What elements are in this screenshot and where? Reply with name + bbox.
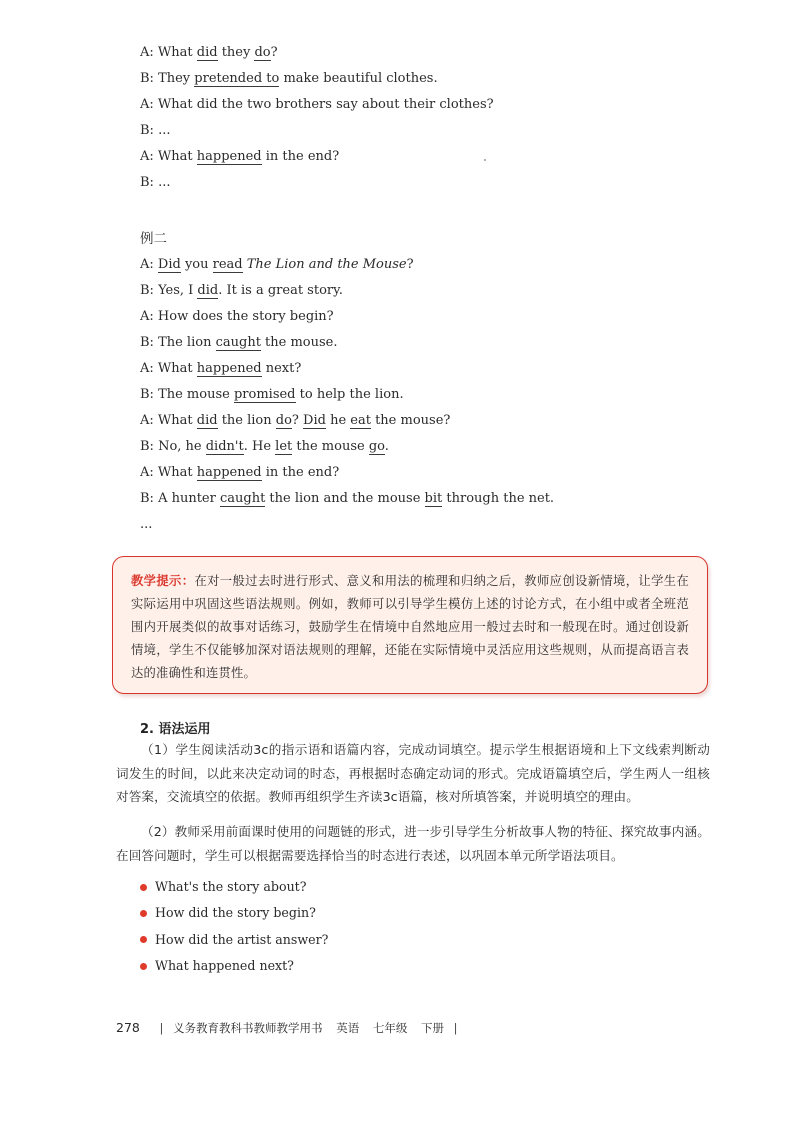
dialogue-line [140, 512, 740, 538]
dialogue-text: The Lion and the Mouse [246, 257, 407, 272]
section-title: 2. 语法运用 [140, 722, 211, 737]
underlined-verb: did [196, 45, 218, 60]
dialogue-text: A: What [140, 413, 197, 428]
underlined-verb: didn't [205, 439, 244, 454]
example-two-lines [140, 252, 740, 538]
dialogue-text: B: The mouse [140, 387, 234, 402]
paragraph-two: （2）教师采用前面课时使用的问题链的形式，进一步引导学生分析故事人物的特征、探究故事内涵。在回答问题时，学生可以根据需要选择恰当的时态进行表述，以巩固本单元所学语法项目。 [116, 824, 710, 863]
dialogue-text: make beautiful clothes. [279, 71, 438, 86]
dialogue-text: B: ... [140, 123, 171, 138]
dialogue-text: B: ... [140, 175, 171, 190]
dialogue-text: B: No, he [140, 439, 206, 454]
dialogue-line [140, 434, 740, 460]
bullet-dot-icon [140, 936, 147, 943]
example-two-dialogue [140, 226, 740, 538]
underlined-verb: pretended to [194, 71, 280, 86]
underlined-verb: did [197, 283, 219, 298]
dialogue-text: next? [261, 361, 302, 376]
dialogue-text: B: The lion [140, 335, 216, 350]
dialogue-text: . [384, 439, 389, 454]
footer-subject: 英语 [336, 1021, 360, 1035]
underlined-verb: let [275, 439, 293, 454]
underlined-verb: Did [157, 257, 181, 272]
bullet-dot-icon [140, 910, 147, 917]
dialogue-text: A: What [140, 465, 197, 480]
bullet-dot-icon [140, 963, 147, 970]
list-item: What's the story about? [140, 874, 540, 900]
dialogue-text: you [180, 257, 213, 272]
page-number: 278 [116, 1020, 140, 1035]
underlined-verb: go [368, 439, 385, 454]
underlined-verb: read [212, 257, 243, 272]
dialogue-text: . He [243, 439, 276, 454]
dialogue-line [140, 252, 740, 278]
underlined-verb: caught [215, 335, 261, 350]
dialogue-text: B: A hunter [140, 491, 220, 506]
list-item: What happened next? [140, 953, 540, 979]
dialogue-text: the mouse. [260, 335, 338, 350]
dialogue-text: through the net. [442, 491, 555, 506]
dialogue-text: A: How does the story begin? [140, 309, 334, 324]
underlined-verb: happened [196, 361, 262, 376]
dialogue-text: to help the lion. [295, 387, 404, 402]
underlined-verb: happened [196, 149, 262, 164]
underlined-verb: eat [350, 413, 371, 428]
dialogue-text: B: They [140, 71, 195, 86]
dialogue-text: A: What [140, 149, 197, 164]
teaching-tip-text [131, 570, 689, 685]
dialogue-text: in the end? [261, 465, 340, 480]
dialogue-line [140, 356, 740, 382]
underlined-verb: happened [196, 465, 262, 480]
dialogue-line [140, 92, 740, 118]
underlined-verb: do [254, 45, 271, 60]
scan-speck [484, 159, 486, 161]
dialogue-line [140, 460, 740, 486]
dialogue-text: he [325, 413, 351, 428]
question-list [140, 874, 540, 979]
dialogue-text: A: [140, 257, 158, 272]
dialogue-line [140, 118, 740, 144]
footer-book-title: 义务教育教科书教师教学用书 [173, 1021, 323, 1035]
dialogue-text: ? [291, 413, 304, 428]
teaching-tip-label: 教学提示： [131, 574, 195, 588]
dialogue-text: the mouse [292, 439, 369, 454]
dialogue-text: in the end? [261, 149, 340, 164]
list-item: How did the artist answer? [140, 927, 540, 953]
footer-grade: 七年级 [372, 1021, 408, 1035]
dialogue-text: ? [270, 45, 278, 60]
underlined-verb: did [196, 413, 218, 428]
dialogue-text: the lion [217, 413, 276, 428]
underlined-verb: do [275, 413, 292, 428]
example-one-dialogue [140, 40, 740, 196]
dialogue-text: the lion and the mouse [265, 491, 425, 506]
example-two-heading: 例二 [140, 231, 167, 247]
dialogue-text: ? [406, 257, 414, 272]
underlined-verb: bit [424, 491, 443, 506]
teaching-tip-body: 在对一般过去时进行形式、意义和用法的梳理和归纳之后，教师应创设新情境，让学生在实际运用中巩固这些语法规则。例如，教师可以引导学生模仿上述的讨论方式，在小组中或者全班范围内开展类似的故事对话练习，鼓励学生在情境中自然地应用一般过去时和一般现在时。通过创设新情境，学生不仅能够加深对语法规则的理解，还能在实际情境中灵活应用这些规则，从而提高语言表达的准确性和连贯性。 [131, 574, 689, 680]
footer-divider: | [453, 1021, 458, 1035]
bullet-dot-icon [140, 884, 147, 891]
dialogue-line [140, 486, 740, 512]
dialogue-line [140, 408, 740, 434]
dialogue-line [140, 66, 740, 92]
dialogue-text: . It is a great story. [218, 283, 343, 298]
dialogue-line [140, 382, 740, 408]
dialogue-line [140, 278, 740, 304]
footer-divider: | [159, 1021, 164, 1035]
dialogue-text: A: What did the two brothers say about their clothes? [140, 97, 494, 112]
underlined-verb: caught [219, 491, 266, 506]
dialogue-line [140, 304, 740, 330]
dialogue-text: B: Yes, I [140, 283, 198, 298]
teaching-tip-box [112, 556, 708, 694]
dialogue-text: they [217, 45, 255, 60]
dialogue-line [140, 144, 740, 170]
list-item: How did the story begin? [140, 900, 540, 926]
underlined-verb: Did [303, 413, 326, 428]
dialogue-text: ... [140, 517, 153, 532]
dialogue-text: the mouse? [370, 413, 451, 428]
footer-volume: 下册 [421, 1021, 445, 1035]
page-footer [116, 1020, 464, 1036]
paragraph-one: （1）学生阅读活动3c的指示语和语篇内容，完成动词填空。提示学生根据语境和上下文线索判断动词发生的时间，以此来决定动词的时态，再根据时态确定动词的形式。完成语篇填空后，学生两人一组核对答案，交流填空的依据。教师再组织学生齐读3c语篇，核对所填答案，并说明填空的理由。 [116, 742, 710, 804]
dialogue-text: A: What [140, 361, 197, 376]
underlined-verb: promised [233, 387, 296, 402]
dialogue-line [140, 170, 740, 196]
dialogue-text: A: What [140, 45, 197, 60]
dialogue-line [140, 330, 740, 356]
dialogue-line [140, 40, 740, 66]
